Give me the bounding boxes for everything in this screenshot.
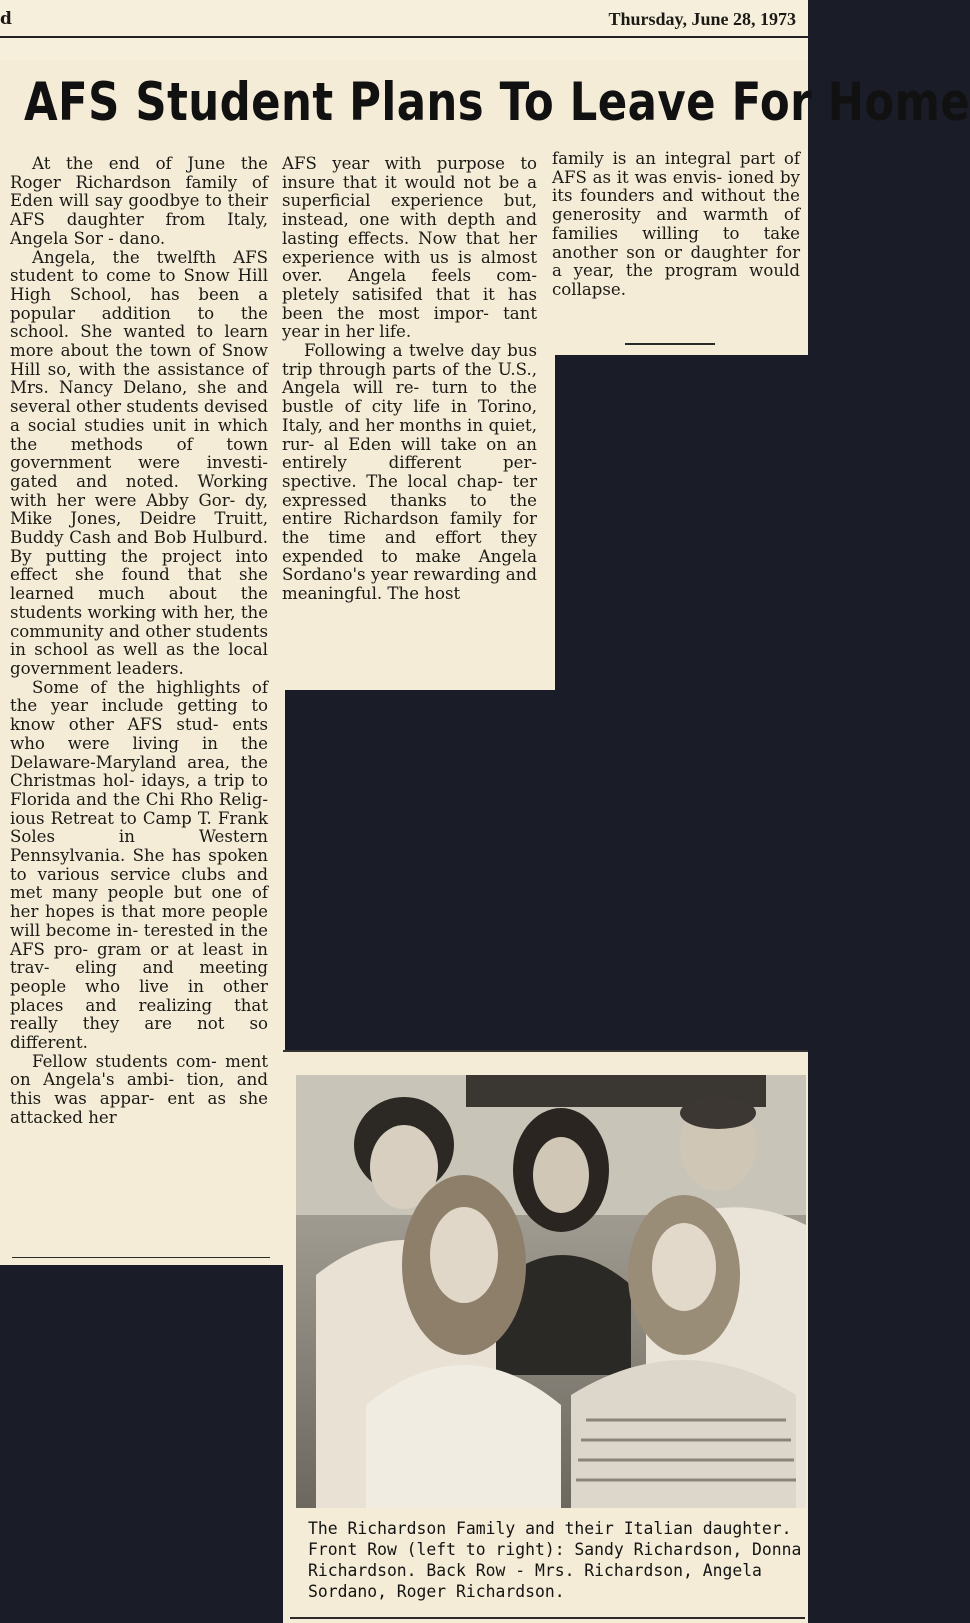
column-end-rule	[12, 1257, 270, 1258]
page-header	[0, 0, 808, 62]
article-column-1	[10, 155, 268, 1128]
paragraph: Following a twelve day bus trip through parts of the U.S., Angela will re- turn to the bustle of city life in Torino, Italy, and her months in quiet, rur- al Eden will take on an entirely different per- spective. The local chap- ter expressed thanks to the entire Richardson family for the time and effort they expended to make Angela Sordano's year rewarding and meaningful. The host	[282, 341, 537, 604]
headline-area	[0, 60, 970, 156]
paragraph: family is an integral part of AFS as it was envis- ioned by its founders and without the generosity and warmth of families willing to take another son or daughter for a year, the program would collapse.	[552, 149, 800, 299]
article-column-2	[282, 155, 537, 604]
issue-date: Thursday, June 28, 1973	[608, 9, 796, 29]
paragraph: Some of the highlights of the year include getting to know other AFS stud- ents who were living in the Delaware-Maryland area, the Christmas hol- idays, a trip to Florida and the Chi Rho Relig- ious Retreat to Camp T. Frank Soles in Western Pennsylvania. She has spoken to various service clubs and met many people but one of her hopes is that more people will become in- terested in the AFS pro- gram or at least in trav- eling and meeting people who live in other places and realizing that really they are not so different.	[10, 677, 268, 1053]
caption-bottom-rule	[290, 1617, 805, 1619]
paragraph: Angela, the twelfth AFS student to come to Snow Hill High School, has been a popular addition to the school. She wanted to learn more about the town of Snow Hill so, with the assistance of Mrs. Nancy Delano, she and several other students devised a social studies unit in which the methods of town government were investi- gated and noted. Working with her were Abby Gor- dy, Mike Jones, Deidre Truitt, Buddy Cash and Bob Hulburd. By putting the project into effect she found that she learned much about the students working with her, the community and other students in school as well as the local government leaders.	[10, 247, 269, 678]
paragraph: AFS year with purpose to insure that it would not be a superficial experience but, instead, one with depth and lasting effects. Now that her experience with us is almost over. Angela feels com- pletely satisifed that it has been the most impor- tant year in her life.	[282, 154, 537, 342]
paragraph: At the end of June the Roger Richardson family of Eden will say goodbye to their AFS daughter from Italy, Angela Sor - dano.	[10, 154, 268, 248]
header-fragment: d	[0, 9, 12, 29]
article-column-3	[552, 150, 800, 300]
paragraph: Fellow students com- ment on Angela's ambi- tion, and this was appar- ent as she attacked her	[10, 1051, 268, 1127]
photo-top-rule	[283, 1050, 808, 1052]
article-headline: AFS Student Plans To Leave For Home	[24, 72, 970, 133]
photo-caption: The Richardson Family and their Italian daughter. Front Row (left to right): Sandy Richardson, Donna Richardson. Back Row - Mrs. Richardson, Angela Sordano, Roger Richardson.	[308, 1519, 802, 1601]
article-end-divider	[625, 343, 715, 345]
family-photo	[296, 1075, 806, 1508]
header-rule	[0, 36, 808, 38]
